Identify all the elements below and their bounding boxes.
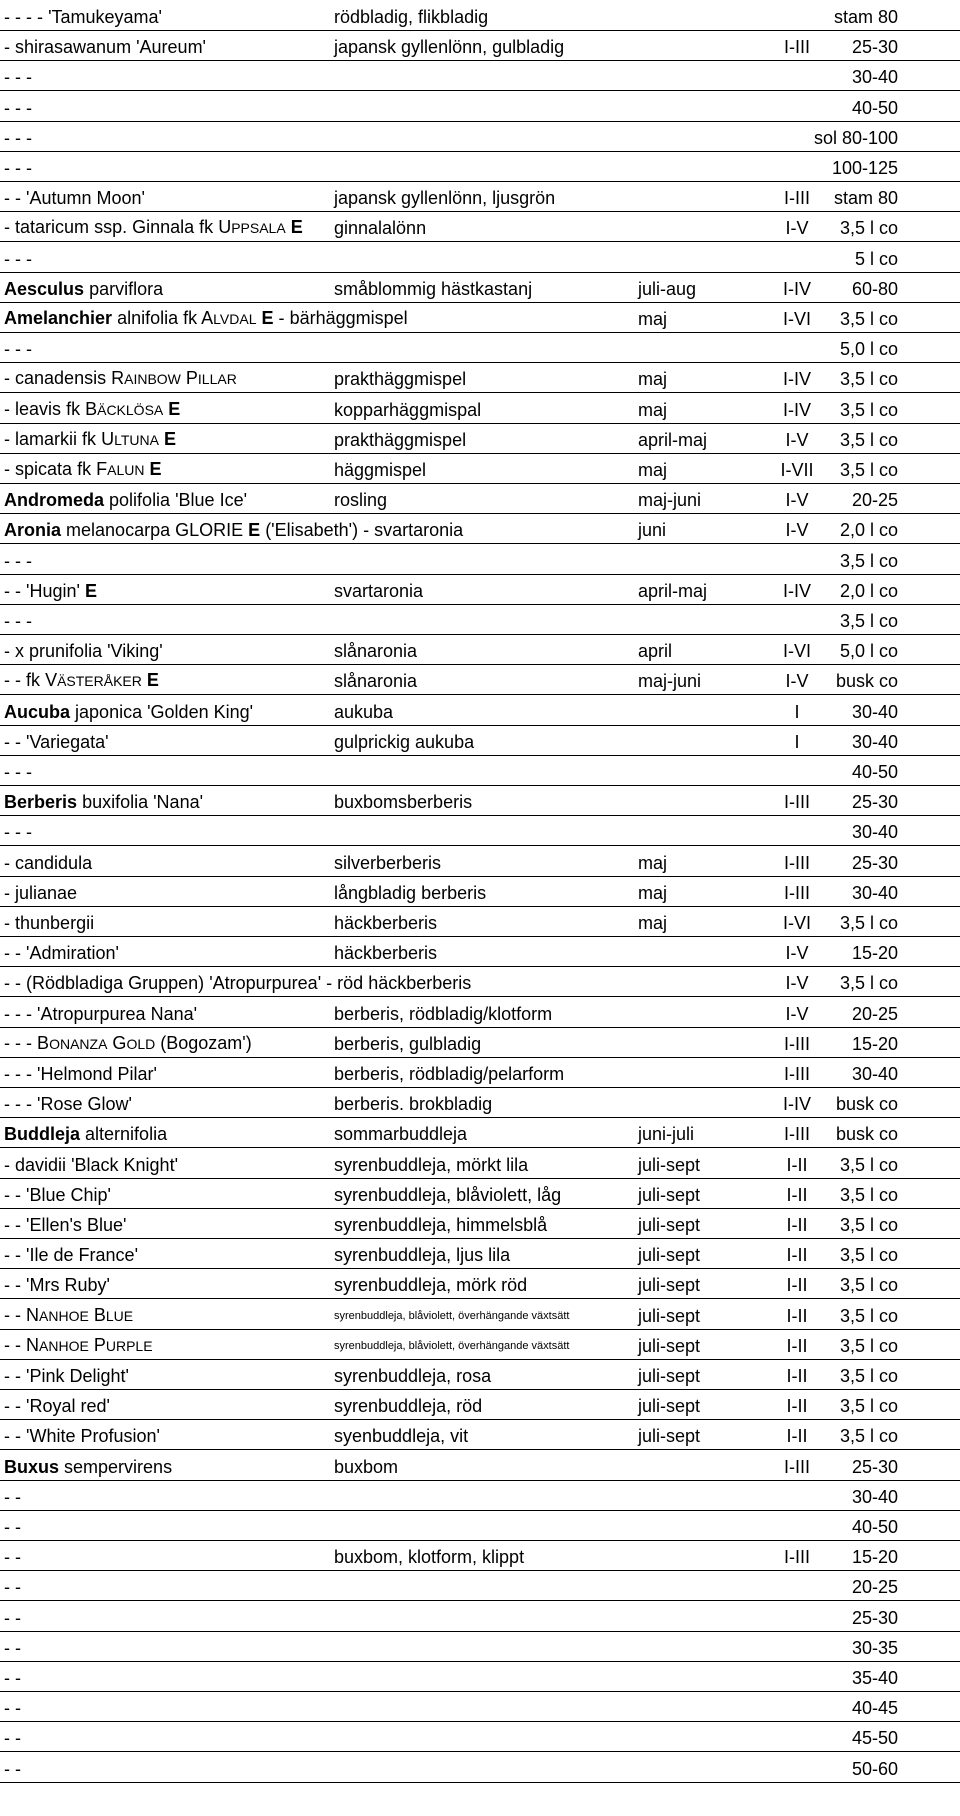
common-name: prakthäggmispel [334,369,467,390]
hardiness-zone: I-III [784,188,810,209]
hardiness-zone: I-II [786,1184,808,1205]
hardiness-zone: I-III [784,1547,810,1568]
table-row [0,757,960,786]
plant-name: Aesculus parviflora [4,278,164,299]
plant-name: - x prunifolia 'Viking' [4,641,163,662]
bloom-time: juli-sept [638,1366,701,1386]
plant-size: 3,5 l co [839,399,898,420]
common-name: syrenbuddleja, rosa [334,1366,492,1386]
bloom-time: juni-juli [638,1124,695,1145]
table-row [0,636,960,665]
hardiness-zone: I-II [786,1335,808,1356]
plant-name: - - - 'Helmond Pilar' [4,1064,157,1084]
plant-size: 50-60 [851,1758,898,1779]
bloom-time: april [638,641,673,662]
plant-size: 3,5 l co [839,973,898,994]
plant-size: 30-40 [851,822,898,843]
hardiness-zone: I-II [786,1154,808,1175]
hardiness-zone: I-II [786,1366,808,1386]
plant-name: - - 'Variegata' [4,731,109,752]
table-row [0,62,960,91]
plant-name: - - (Rödbladiga Gruppen) 'Atropurpurea' - röd häckberberis [4,973,472,994]
plant-name: - - - [4,762,33,782]
plant-name: - tataricum ssp. Ginnala fk UPPSALA E [4,217,303,238]
common-name: slånaronia [334,641,418,662]
hardiness-zone: I-III [784,1124,810,1145]
plant-size: 30-35 [851,1637,898,1658]
plant-size: stam 80 [833,7,898,27]
plant-size: 3,5 l co [839,550,898,571]
table-row [0,1603,960,1632]
hardiness-zone: I-IV [782,1094,811,1115]
plant-size: 3,5 l co [839,460,898,480]
plant-name: - - - [4,550,33,571]
table-row [0,93,960,122]
common-name: svartaronia [334,580,424,601]
common-name: buxbom, klotform, klippt [334,1547,525,1568]
plant-size: 5 l co [854,248,898,269]
plant-name: - - 'Ellen's Blue' [4,1215,127,1235]
table-row [0,848,960,877]
table-row [0,968,960,997]
common-name: syrenbuddleja, röd [334,1396,483,1417]
plant-size: stam 80 [833,188,898,209]
plant-name: - - [4,1607,22,1628]
table-row [0,1452,960,1481]
plant-size: 40-50 [851,1517,898,1537]
plant-name: - - [4,1517,22,1537]
hardiness-zone: I-III [784,1064,810,1084]
plant-name: - - NANHOE BLUE [4,1304,134,1325]
plant-size: 25-30 [851,852,898,873]
plant-name: - canadensis RAINBOW PILLAR [4,368,237,389]
common-name: syrenbuddleja, mörkt lila [334,1154,529,1175]
plant-size: 40-45 [851,1698,898,1719]
common-name: aukuba [334,701,394,722]
plant-name: - - 'White Profusion' [4,1426,160,1447]
plant-name: - - - [4,822,33,843]
plant-size: 30-40 [851,1064,898,1084]
plant-size: 25-30 [851,1456,898,1477]
plant-size: 25-30 [851,37,898,58]
plant-size: busk co [835,1094,898,1115]
hardiness-zone: I [794,701,800,722]
common-name: slånaronia [334,671,418,692]
plant-size: 20-25 [851,1003,898,1024]
table-row [0,1361,960,1390]
plant-size: 100-125 [831,158,898,178]
common-name: syenbuddleja, vit [334,1426,469,1447]
table-row [0,606,960,635]
plant-size: 2,0 l co [839,520,898,541]
plant-name: - - 'Pink Delight' [4,1366,129,1386]
plant-size: 3,5 l co [839,218,898,239]
common-name: buxbomsberberis [334,792,473,813]
hardiness-zone: I-V [785,671,809,692]
common-name: berberis, gulbladig [334,1033,482,1054]
table-row [0,1421,960,1450]
table-row [0,878,960,907]
plant-name: Andromeda polifolia 'Blue Ice' [4,490,248,511]
plant-name: - lamarkii fk ULTUNA E [4,428,176,449]
table-row [0,727,960,756]
hardiness-zone: I [794,731,800,752]
bloom-time: maj [638,913,668,933]
table-row [0,1482,960,1511]
table-row [0,1512,960,1541]
hardiness-zone: I-VI [782,641,811,662]
bloom-time: juli-sept [638,1154,701,1175]
plant-name: - candidula [4,852,93,873]
plant-name: Buddleja alternifolia [4,1124,168,1145]
plant-name: Aucuba japonica 'Golden King' [4,701,254,722]
plant-name: - - - [4,611,33,631]
bloom-time: april-maj [638,580,708,601]
plant-size: 15-20 [851,943,898,964]
hardiness-zone: I-V [785,490,809,511]
table-row [0,1240,960,1269]
table-row [0,1723,960,1752]
table-row [0,787,960,816]
plant-size: 35-40 [851,1668,898,1688]
hardiness-zone: I-III [784,852,810,873]
hardiness-zone: I-II [786,1275,808,1296]
table-row [0,1391,960,1420]
plant-size: 3,5 l co [839,1366,898,1386]
hardiness-zone: I-III [784,1033,810,1054]
common-name: buxbom [334,1456,399,1477]
common-name: japansk gyllenlönn, ljusgrön [334,188,556,209]
plant-size: 30-40 [851,882,898,903]
hardiness-zone: I-III [784,37,810,58]
table-row [0,1150,960,1179]
table-row [0,546,960,575]
table-row [0,485,960,514]
hardiness-zone: I-VII [780,460,814,480]
plant-size: 15-20 [851,1547,898,1568]
common-name: syrenbuddleja, ljus lila [334,1245,511,1266]
plant-size: 30-40 [851,67,898,88]
plant-name: - - [4,1758,22,1779]
table-row [0,153,960,182]
table-row [0,1542,960,1571]
plant-name: - - - 'Rose Glow' [4,1094,132,1115]
bloom-time: maj [638,369,668,390]
hardiness-zone: I-II [786,1305,808,1326]
bloom-time: maj [638,309,668,329]
bloom-time: juli-sept [638,1335,701,1356]
hardiness-zone: I-III [784,792,810,813]
common-name: prakthäggmispel [334,429,467,450]
hardiness-zone: I-II [786,1245,808,1266]
plant-name: - - 'Autumn Moon' [4,188,145,209]
plant-name: - - - BONANZA GOLD (Bogozam') [4,1032,252,1053]
plant-size: 20-25 [851,490,898,511]
plant-name: - - 'Ile de France' [4,1245,139,1266]
plant-name: - - [4,1486,22,1507]
plant-size: 3,5 l co [839,913,898,933]
plant-name: - - - [4,339,33,360]
plant-name: - julianae [4,882,78,903]
common-name: häckberberis [334,943,438,964]
bloom-time: juli-sept [638,1275,701,1296]
bloom-time: juli-aug [638,278,697,299]
plant-size: 3,5 l co [839,611,898,631]
plant-size: busk co [835,671,898,692]
plant-name: - - 'Royal red' [4,1396,110,1417]
common-name: japansk gyllenlönn, gulbladig [334,37,565,58]
table-row [0,455,960,484]
common-name: häckberberis [334,913,438,933]
bloom-time: maj [638,882,668,903]
table-row [0,274,960,303]
table-row [0,1210,960,1239]
plant-name: - - - 'Atropurpurea Nana' [4,1003,198,1024]
plant-name: - spicata fk FALUN E [4,459,162,479]
hardiness-zone: I-VI [782,309,811,329]
common-name: gulprickig aukuba [334,731,475,752]
plant-size: 3,5 l co [839,1154,898,1175]
hardiness-zone: I-II [786,1426,808,1447]
plant-name: - thunbergii [4,913,95,933]
table-row [0,183,960,212]
plant-name: - - - [4,127,33,148]
plant-name: - shirasawanum 'Aureum' [4,37,206,58]
hardiness-zone: I-V [785,520,809,541]
plant-name: - davidii 'Black Knight' [4,1154,179,1175]
plant-size: 3,5 l co [839,1184,898,1205]
plant-name: - - NANHOE PURPLE [4,1334,153,1355]
hardiness-zone: I-V [785,1003,809,1024]
plant-size: 25-30 [851,1607,898,1628]
bloom-time: juli-sept [638,1396,701,1417]
table-row [0,515,960,544]
table-row [0,1180,960,1209]
plant-name: Berberis buxifolia 'Nana' [4,792,204,813]
plant-size: 30-40 [851,1486,898,1507]
plant-size: 40-50 [851,97,898,118]
common-name: småblommig hästkastanj [334,278,533,299]
plant-name: - - - [4,158,33,178]
common-name: kopparhäggmispal [334,399,482,420]
plant-size: 3,5 l co [839,1396,898,1417]
table-row [0,1301,960,1330]
bloom-time: juli-sept [638,1184,701,1205]
hardiness-zone: I-II [786,1215,808,1235]
common-name: syrenbuddleja, blåviolett, överhängande växtsätt [334,1309,570,1322]
plant-name: - - 'Hugin' E [4,580,97,601]
plant-size: 3,5 l co [839,1245,898,1266]
table-row [0,213,960,242]
plant-size: 3,5 l co [839,369,898,390]
plant-size: 15-20 [851,1033,898,1054]
table-row [0,244,960,273]
plant-name: - - fk VÄSTERÅKER E [4,670,159,691]
common-name: långbladig berberis [334,882,487,903]
hardiness-zone: I-II [786,1396,808,1417]
plant-size: 60-80 [851,278,898,299]
plant-name: - - - [4,248,33,269]
plant-size: 3,5 l co [839,1335,898,1356]
plant-size: 3,5 l co [839,1215,898,1235]
plant-size: 40-50 [851,762,898,782]
table-row [0,1633,960,1662]
table-row [0,576,960,605]
table-row [0,1089,960,1118]
common-name: silverberberis [334,852,442,873]
table-row [0,2,960,31]
bloom-time: maj [638,852,668,873]
plant-name: - - 'Mrs Ruby' [4,1275,110,1296]
plant-size: 20-25 [851,1577,898,1598]
plant-name: - - 'Blue Chip' [4,1184,111,1205]
plant-size: 3,5 l co [839,1305,898,1326]
plant-name: - - [4,1698,22,1719]
table-row [0,817,960,846]
plant-size: 5,0 l co [839,339,898,360]
plant-name: - - - [4,67,33,88]
plant-name: - - [4,1547,22,1568]
table-row [0,1270,960,1299]
table-row [0,697,960,726]
bloom-time: maj-juni [638,490,702,511]
plant-name: Amelanchier alnifolia fk ALVDAL E - bärhäggmispel [4,308,408,328]
bloom-time: maj [638,460,668,480]
bloom-time: juni [638,520,667,541]
bloom-time: maj [638,399,668,420]
hardiness-zone: I-IV [782,369,811,390]
hardiness-zone: I-V [785,218,809,239]
plant-size: 3,5 l co [839,429,898,450]
hardiness-zone: I-V [785,973,809,994]
bloom-time: maj-juni [638,671,702,692]
plant-size: 5,0 l co [839,641,898,662]
table-row [0,1119,960,1148]
plant-name: - - [4,1577,22,1598]
common-name: häggmispel [334,460,427,480]
plant-size: 30-40 [851,701,898,722]
table-row [0,1754,960,1783]
bloom-time: juli-sept [638,1305,701,1326]
plant-name: - - [4,1637,22,1658]
plant-name: Buxus sempervirens [4,1456,173,1477]
bloom-time: april-maj [638,429,708,450]
plant-size: busk co [835,1124,898,1145]
common-name: rosling [334,490,388,511]
hardiness-zone: I-V [785,943,809,964]
bloom-time: juli-sept [638,1215,701,1235]
table-row [0,666,960,695]
plant-size: 2,0 l co [839,580,898,601]
plant-size: 3,5 l co [839,1275,898,1296]
plant-name: - - - - 'Tamukeyama' [4,7,162,27]
common-name: syrenbuddleja, blåviolett, låg [334,1184,562,1205]
table-row [0,1059,960,1088]
table-row [0,999,960,1028]
hardiness-zone: I-IV [782,278,811,299]
table-row [0,334,960,363]
table-row [0,908,960,937]
table-row [0,32,960,61]
plant-size: 3,5 l co [839,1426,898,1447]
common-name: sommarbuddleja [334,1124,468,1145]
common-name: ginnalalönn [334,218,427,239]
common-name: berberis, rödbladig/klotform [334,1003,553,1024]
plant-name: - - [4,1668,22,1688]
bloom-time: juli-sept [638,1245,701,1266]
plant-name: - - - [4,97,33,118]
plant-size: 25-30 [851,792,898,813]
plant-size: sol 80-100 [813,127,898,148]
hardiness-zone: I-VI [782,913,811,933]
plant-name: - - 'Admiration' [4,943,119,964]
hardiness-zone: I-V [785,429,809,450]
table-row [0,1663,960,1692]
common-name: rödbladig, flikbladig [334,7,489,27]
table-row [0,123,960,152]
common-name: syrenbuddleja, blåviolett, överhängande växtsätt [334,1339,570,1352]
hardiness-zone: I-IV [782,399,811,420]
plant-size: 3,5 l co [839,309,898,329]
common-name: berberis, rödbladig/pelarform [334,1064,565,1084]
hardiness-zone: I-III [784,1456,810,1477]
table-row [0,395,960,424]
common-name: syrenbuddleja, mörk röd [334,1275,528,1296]
hardiness-zone: I-IV [782,580,811,601]
table-row [0,1572,960,1601]
plant-name: - - [4,1728,22,1749]
table-row [0,304,960,333]
common-name: berberis. brokbladig [334,1094,493,1115]
table-row [0,1029,960,1058]
hardiness-zone: I-III [784,882,810,903]
plant-name: - leavis fk BÄCKLÖSA E [4,398,181,419]
bloom-time: juli-sept [638,1426,701,1447]
table-row [0,425,960,454]
table-row [0,1331,960,1360]
plant-name: Aronia melanocarpa GLORIE E ('Elisabeth') - svartaronia [4,520,464,541]
plant-size: 45-50 [851,1728,898,1749]
table-row [0,364,960,393]
table-row [0,938,960,967]
plant-size: 30-40 [851,731,898,752]
common-name: syrenbuddleja, himmelsblå [334,1215,548,1235]
table-row [0,1693,960,1722]
